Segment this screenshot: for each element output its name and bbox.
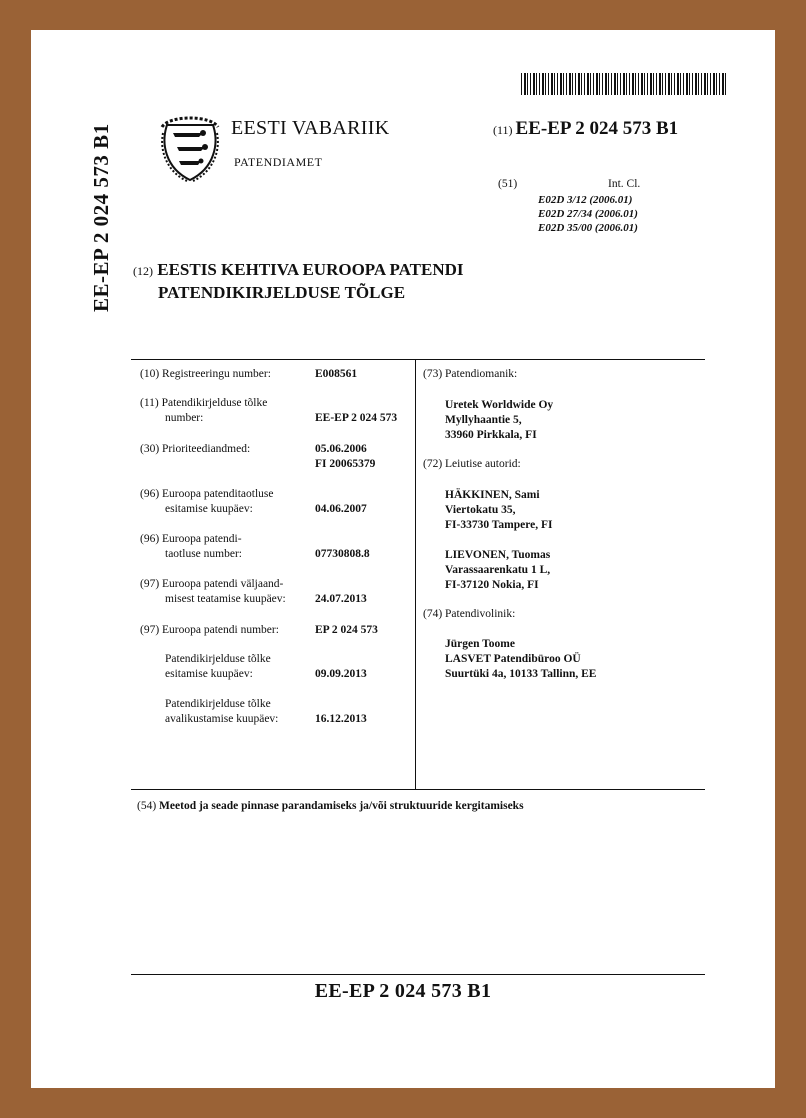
patent-owner-address-1: Myllyhaantie 5, — [445, 414, 522, 426]
grant-notice-label-1: (97) Euroopa patendi väljaand- — [140, 578, 284, 590]
estonian-coat-of-arms-icon — [159, 113, 221, 183]
international-classification — [498, 178, 641, 234]
intcl-label: Int. Cl. — [608, 178, 641, 190]
grant-notice-value: 24.07.2013 — [315, 593, 367, 605]
application-date-label-1: (96) Euroopa patenditaotluse — [140, 488, 274, 500]
inventor-1-address-1: Viertokatu 35, — [445, 504, 516, 516]
side-document-id-text: EE-EP 2 024 573 B1 — [89, 123, 113, 312]
application-date-label-2: esitamise kuupäev: — [165, 503, 253, 515]
invention-title-number: (54) — [137, 800, 157, 812]
inventor-1-name: HÄKKINEN, Sami — [445, 489, 540, 501]
translation-number-value: EE-EP 2 024 573 — [315, 412, 398, 424]
patent-agent-firm: LASVET Patendibüroo OÜ — [445, 653, 581, 665]
document-code-text: EE-EP 2 024 573 B1 — [515, 118, 679, 139]
translation-submission-label-1: Patendikirjelduse tõlke — [165, 653, 271, 665]
footer-rule — [131, 974, 705, 975]
patent-owner-label: (73) Patendiomanik: — [423, 368, 518, 380]
document-code-number: (11) — [493, 123, 513, 137]
barcode — [521, 73, 726, 95]
intcl-class-3: E02D 35/00 (2006.01) — [538, 222, 638, 234]
intcl-class-2: E02D 27/34 (2006.01) — [538, 208, 638, 220]
document-code — [493, 118, 678, 140]
application-date-value: 04.06.2007 — [315, 503, 367, 515]
patent-owner-address-2: 33960 Pirkkala, FI — [445, 429, 537, 441]
patent-agent-name: Jürgen Toome — [445, 638, 515, 650]
european-patent-number-value: EP 2 024 573 — [315, 624, 378, 636]
inventors-label: (72) Leiutise autorid: — [423, 458, 521, 470]
registration-number-label: (10) Registreeringu number: — [140, 368, 271, 380]
issuer-office: PATENDIAMET — [234, 155, 323, 169]
patent-document-page — [31, 30, 775, 1088]
footer-document-code: EE-EP 2 024 573 B1 — [314, 980, 492, 1002]
patent-owner-name: Uretek Worldwide Oy — [445, 399, 554, 411]
intcl-class-1: E02D 3/12 (2006.01) — [538, 194, 633, 206]
invention-title — [137, 800, 524, 812]
translation-number-label-1: (11) Patendikirjelduse tõlke — [140, 397, 268, 409]
translation-publication-label-2: avalikustamise kuupäev: — [165, 713, 279, 725]
application-number-label-1: (96) Euroopa patendi- — [140, 533, 242, 545]
european-patent-number-label: (97) Euroopa patendi number: — [140, 624, 279, 636]
application-number-value: 07730808.8 — [315, 548, 370, 560]
inventor-2-address-1: Varassaarenkatu 1 L, — [445, 564, 551, 576]
table-bottom-rule — [131, 789, 705, 790]
table-column-divider — [415, 359, 416, 789]
priority-label: (30) Prioriteediandmed: — [140, 443, 251, 455]
registration-number-value: E008561 — [315, 368, 358, 380]
translation-number-label-2: number: — [165, 412, 204, 424]
translation-submission-value: 09.09.2013 — [315, 668, 367, 680]
priority-number: FI 20065379 — [315, 458, 376, 470]
inventor-2-address-2: FI-37120 Nokia, FI — [445, 579, 539, 591]
patent-agent-label: (74) Patendivolinik: — [423, 608, 516, 620]
intcl-number: (51) — [498, 178, 518, 190]
patent-agent-address: Suurtüki 4a, 10133 Tallinn, EE — [445, 668, 597, 680]
translation-submission-label-2: esitamise kuupäev: — [165, 668, 253, 680]
issuer-name: EESTI VABARIIK — [231, 117, 390, 139]
translation-publication-label-1: Patendikirjelduse tõlke — [165, 698, 271, 710]
application-number-label-2: taotluse number: — [165, 548, 242, 560]
translation-publication-value: 16.12.2013 — [315, 713, 367, 725]
heading-line-1: EESTIS KEHTIVA EUROOPA PATENDI — [157, 260, 464, 279]
grant-notice-label-2: misest teatamise kuupäev: — [165, 593, 286, 605]
invention-title-text: Meetod ja seade pinnase parandamiseks ja/või struktuuride kergitamiseks — [159, 800, 524, 812]
inventor-2-name: LIEVONEN, Tuomas — [445, 549, 551, 561]
table-top-rule — [131, 359, 705, 360]
inventor-1-address-2: FI-33730 Tampere, FI — [445, 519, 553, 531]
document-heading — [133, 259, 464, 304]
heading-line-2: PATENDIKIRJELDUSE TÕLGE — [158, 283, 406, 302]
priority-date: 05.06.2006 — [315, 443, 367, 455]
heading-number: (12) — [133, 264, 153, 278]
